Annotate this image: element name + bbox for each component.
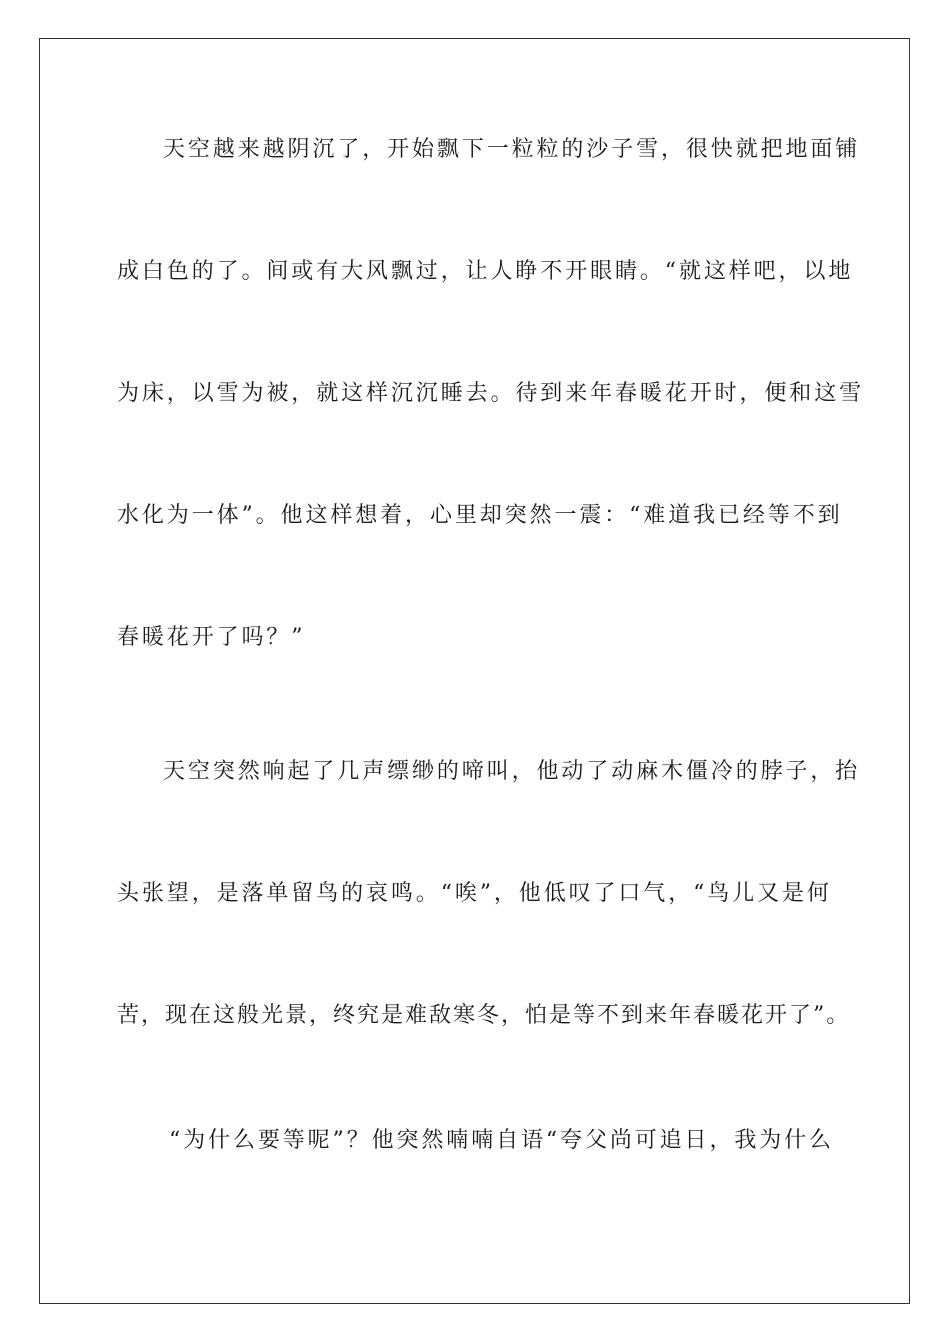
paragraph-line: 水化为一体”。他这样想着，心里却突然一震：“难道我已经等不到 <box>117 503 843 528</box>
paragraph-line: 天空突然响起了几声缥缈的啼叫，他动了动麻木僵冷的脖子，抬 <box>163 759 861 784</box>
paragraph-line: 苦，现在这般光景，终究是难敌寒冬，怕是等不到来年春暖花开了”。 <box>117 1003 851 1028</box>
paragraph-line: “为什么要等呢”？他突然喃喃自语“夸父尚可追日，我为什么 <box>169 1128 834 1153</box>
paragraph-line: 为床，以雪为被，就这样沉沉睡去。待到来年春暖花开时，便和这雪 <box>117 381 865 406</box>
paragraph-line: 天空越来越阴沉了，开始飘下一粒粒的沙子雪，很快就把地面铺 <box>163 137 861 162</box>
paragraph-line: 成白色的了。间或有大风飘过，让人睁不开眼睛。“就这样吧，以地 <box>117 259 854 284</box>
page-border <box>39 38 910 1304</box>
paragraph-line: 春暖花开了吗？” <box>117 625 306 650</box>
paragraph-line: 头张望，是落单留鸟的哀鸣。“唉”，他低叹了口气，“鸟儿又是何 <box>117 881 832 906</box>
